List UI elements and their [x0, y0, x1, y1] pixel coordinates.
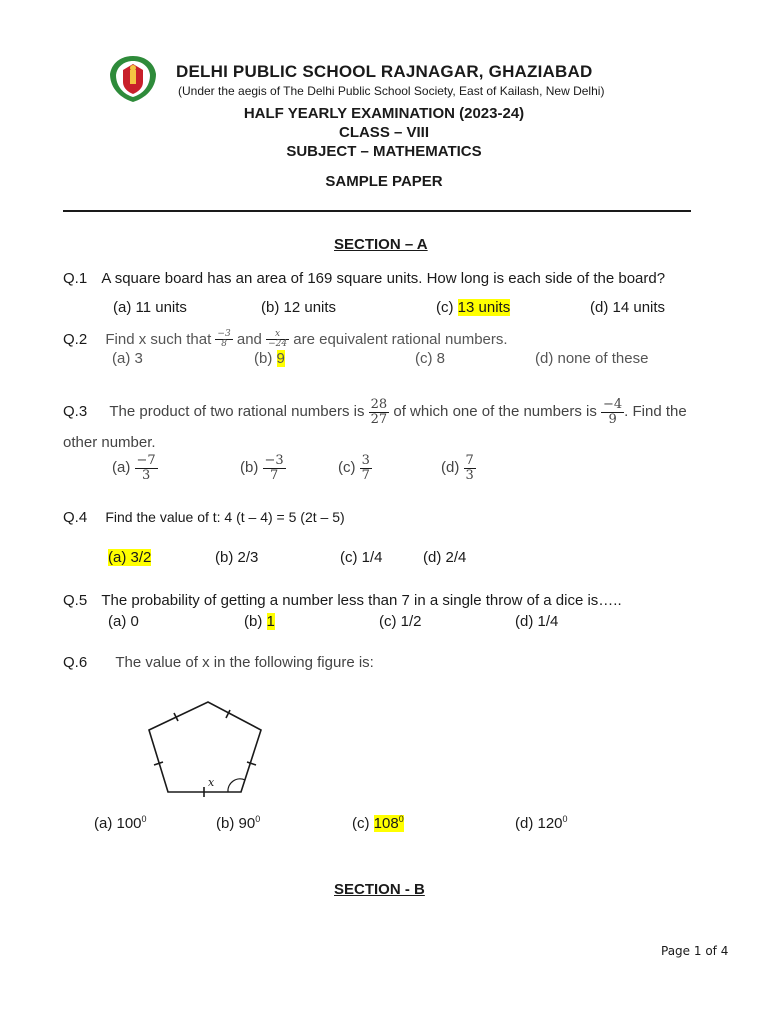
- q3-post: . Find the: [624, 403, 687, 421]
- q3-fraction-1: [369, 398, 390, 426]
- q6-option-b-label: (b) 90: [216, 815, 256, 832]
- q2-f2-num: x: [275, 329, 281, 339]
- q4-number: Q.4: [63, 509, 88, 526]
- angle-x-label: x: [208, 776, 215, 789]
- section-a-heading: SECTION – A: [334, 236, 428, 253]
- q1-option-c: [436, 299, 510, 316]
- exam-subject: SUBJECT – MATHEMATICS: [286, 143, 482, 160]
- school-subtitle: (Under the aegis of The Delhi Public School Society, East of Kailash, New Delhi): [178, 84, 605, 98]
- q1-option-d: (d) 14 units: [590, 299, 666, 316]
- q4-text: Find the value of t: 4 (t – 4) = 5 (2t – 5): [105, 509, 345, 525]
- q4-option-c: (c) 1/4: [340, 549, 383, 566]
- q4-option-d: (d) 2/4: [423, 549, 467, 566]
- q3-option-c-label: (c): [338, 459, 356, 477]
- question-4: [63, 509, 345, 526]
- pentagon-figure: [138, 694, 270, 802]
- q4-option-a-answer: (a) 3/2: [108, 549, 152, 566]
- exam-class: CLASS – VIII: [338, 124, 430, 141]
- q2-post: are equivalent rational numbers.: [293, 330, 508, 348]
- q3-option-d: [441, 454, 476, 482]
- q6-answer-highlight: [374, 815, 404, 832]
- q3-option-a: [112, 454, 158, 482]
- q2-option-b-label: (b): [254, 350, 273, 367]
- q6-option-d: [515, 814, 568, 832]
- q3-option-d-fraction: [464, 454, 476, 482]
- q6-option-b-sup: 0: [255, 814, 261, 824]
- q5-option-d: (d) 1/4: [515, 613, 559, 630]
- question-6: [63, 654, 374, 671]
- q2-answer-highlight: 9: [276, 350, 285, 367]
- q6-option-c-value: 108: [373, 815, 399, 832]
- q1-answer-highlight: 13 units: [457, 299, 511, 316]
- q3-option-d-label: (d): [441, 459, 460, 477]
- q5-answer-highlight: 1: [266, 613, 275, 630]
- q5-option-c: (c) 1/2: [379, 613, 422, 630]
- question-1: [63, 270, 665, 287]
- q3-line-2: other number.: [63, 434, 156, 451]
- q2-option-a: (a) 3: [112, 350, 143, 367]
- q6-option-c-label: (c): [352, 815, 370, 832]
- q3-oc-num: 3: [361, 453, 370, 468]
- q3-mid: of which one of the numbers is: [393, 403, 597, 421]
- q3-option-a-fraction: [135, 454, 158, 482]
- q2-option-c: (c) 8: [415, 350, 445, 367]
- q1-number: Q.1: [63, 270, 88, 287]
- q3-option-b-fraction: [263, 454, 286, 482]
- q3-f1-num: 28: [370, 397, 388, 412]
- q3-option-c-fraction: [360, 454, 372, 482]
- q2-f1-num: −3: [217, 329, 231, 339]
- page-number: Page 1 of 4: [661, 944, 729, 958]
- q2-option-d: (d) none of these: [535, 350, 649, 367]
- q5-option-a: (a) 0: [108, 613, 139, 630]
- q1-option-c-label: (c): [436, 299, 454, 316]
- q3-number: Q.3: [63, 403, 88, 421]
- q5-option-b: [244, 613, 275, 630]
- q3-option-c: [338, 454, 372, 482]
- q3-option-b-label: (b): [240, 459, 259, 477]
- q3-pre: The product of two rational numbers is: [109, 403, 365, 421]
- q3-f2-num: −4: [603, 397, 623, 412]
- q3-od-den: 3: [465, 467, 474, 483]
- q3-od-num: 7: [465, 453, 474, 468]
- q2-option-b: [254, 350, 285, 367]
- q3-oa-den: 3: [135, 468, 158, 483]
- q5-number: Q.5: [63, 592, 88, 609]
- q3-option-b: [240, 454, 286, 482]
- q6-text: The value of x in the following figure is:: [115, 654, 374, 671]
- q6-option-a-label: (a) 100: [94, 815, 142, 832]
- q6-option-c: [352, 814, 404, 832]
- q5-option-b-label: (b): [244, 613, 263, 630]
- q2-f2-den: −24: [268, 339, 288, 350]
- q3-oa-num: −7: [136, 453, 156, 468]
- q6-option-b: [216, 814, 260, 832]
- q1-option-a: (a) 11 units: [113, 299, 187, 316]
- q1-text: A square board has an area of 169 square units. How long is each side of the board?: [101, 270, 666, 287]
- school-logo: [108, 54, 158, 104]
- q3-f1-den: 27: [370, 411, 388, 427]
- q6-option-c-sup: 0: [398, 814, 404, 824]
- question-5: [63, 592, 622, 609]
- q4-option-b: (b) 2/3: [215, 549, 259, 566]
- paper-type: SAMPLE PAPER: [325, 173, 443, 190]
- section-b-heading: SECTION - B: [334, 881, 425, 898]
- q6-number: Q.6: [63, 654, 88, 671]
- q6-option-a: [94, 814, 147, 832]
- header-divider: [63, 210, 691, 212]
- school-name: DELHI PUBLIC SCHOOL RAJNAGAR, GHAZIABAD: [176, 62, 593, 81]
- q3-fraction-2: [601, 398, 624, 426]
- q2-number: Q.2: [63, 330, 88, 348]
- q2-f1-den: 8: [215, 339, 232, 349]
- exam-title: HALF YEARLY EXAMINATION (2023-24): [243, 105, 525, 122]
- q3-ob-num: −3: [264, 453, 284, 468]
- q2-mid: and: [236, 330, 262, 348]
- question-3: [63, 398, 687, 426]
- q3-oc-den: 7: [361, 467, 370, 483]
- q6-option-d-label: (d) 120: [515, 815, 563, 832]
- q2-fraction-2: [266, 330, 289, 350]
- q3-option-a-label: (a): [112, 459, 131, 477]
- q3-ob-den: 7: [263, 468, 286, 483]
- q6-option-d-sup: 0: [562, 814, 568, 824]
- q2-fraction-1: [215, 330, 232, 350]
- q6-option-a-sup: 0: [141, 814, 147, 824]
- q2-pre: Find x such that: [105, 330, 212, 348]
- q5-text: The probability of getting a number less than 7 in a single throw of a dice is…..: [101, 592, 622, 609]
- q3-f2-den: 9: [601, 412, 624, 427]
- question-2: [63, 330, 508, 350]
- q1-option-b: (b) 12 units: [261, 299, 337, 316]
